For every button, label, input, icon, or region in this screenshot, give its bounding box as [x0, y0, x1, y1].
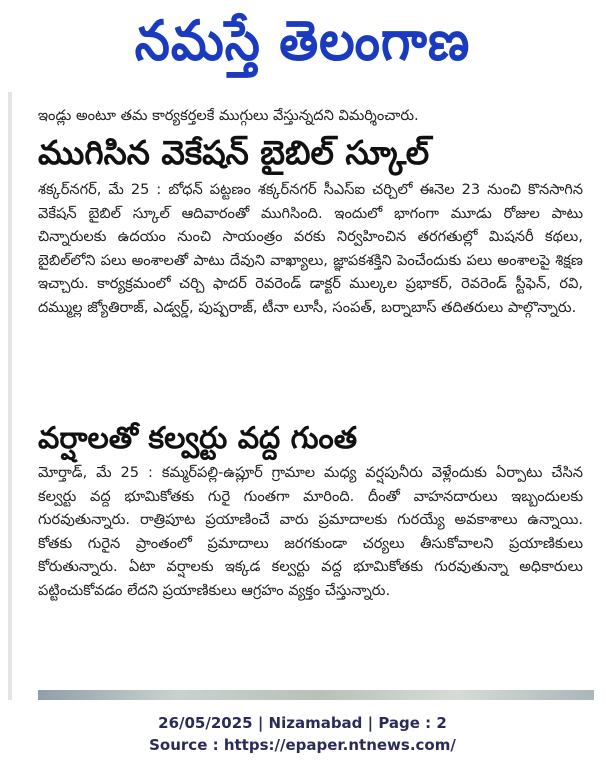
- page-footer: [0, 712, 605, 756]
- article-2-body: మోర్తాడ్, మే 25 : కమ్మర్‌పల్లి-ఉప్లూర్ గ్రామాల మధ్య వర్షపునీరు వెళ్లేందుకు ఏర్పాటు చేసిన కల్వర్టు వద్ద భూమికోతకు గురై గుంతగా మారింది. దీంతో వాహనదారులు ఇబ్బందులకు గురవుతున్నారు. రాత్రిపూట ప్రయాణించే వారు ప్రమాదాలకు గురయ్యే అవకాశాలు ఉన్నాయి. కోతకు గురైన ప్రాంతంలో ప్రమాదాలు జరగకుండా చర్యలు తీసుకోవాలని ప్రయాణికులు కోరుతున్నారు. ఏటా వర్షాలకు ఇక్కడ కల్వర్టు వద్ద భూమికోతకు గురవుతున్నా అధికారులు పట్టించుకోవడం లేదని ప్రయాణికులు ఆగ్రహం వ్యక్తం చేస్తున్నారు.: [38, 464, 583, 599]
- masthead: [0, 0, 605, 82]
- newspaper-logo: నమస్తే తెలంగాణ: [134, 9, 471, 73]
- previous-article-ending: ఇండ్లు అంటూ తమ కార్యకర్తలకే ముగ్గులు వేస్తున్నదని విమర్శించారు.: [38, 107, 419, 124]
- edition-info: 26/05/2025 | Nizamabad | Page : 2: [158, 714, 447, 732]
- article-2-headline: వర్షాలతో కల్వర్టు వద్ద గుంత: [38, 421, 358, 456]
- next-article-photo-edge: [38, 690, 594, 700]
- clipping-edge: [8, 92, 12, 700]
- source-link[interactable]: Source : https://epaper.ntnews.com/: [149, 736, 456, 754]
- article-1-body: శక్కర్‌నగర్, మే 25 : బోధన్ పట్టణం శక్కర్‌నగర్ సీఎస్ఐ చర్చిలో ఈనెల 23 నుంచి కొనసాగిన వెకేషన్ బైబిల్ స్కూల్ ఆదివారంతో ముగిసింది. ఇందులో భాగంగా మూడు రోజుల పాటు చిన్నారులకు ఉదయం నుంచి సాయంత్రం వరకు నిర్వహించిన తరగతుల్లో మిషనరీ కథలు, బైబిల్‌లోని పలు అంశాలతో పాటు దేవుని వాఖ్యాలు, జ్ఞాపకశక్తిని పెంచేందుకు పలు అంశాలపై శిక్షణ ఇచ్చారు. కార్యక్రమంలో చర్చి ఫాదర్ రెవరెండ్ డాక్టర్ ముల్కల ప్రభాకర్, రెవరెండ్ స్టీఫెన్, రవి, దమ్ముల్ల జ్యోతిరాజ్, ఎడ్వర్డ్, పుష్పరాజ్, టీనా లూసీ, సంపత్, బర్నాబాస్ తదితరులు పాల్గొన్నారు.: [38, 181, 583, 316]
- newspaper-clipping: [8, 92, 594, 700]
- article-1-headline: ముగిసిన వెకేషన్ బైబిల్ స్కూల్: [38, 133, 430, 172]
